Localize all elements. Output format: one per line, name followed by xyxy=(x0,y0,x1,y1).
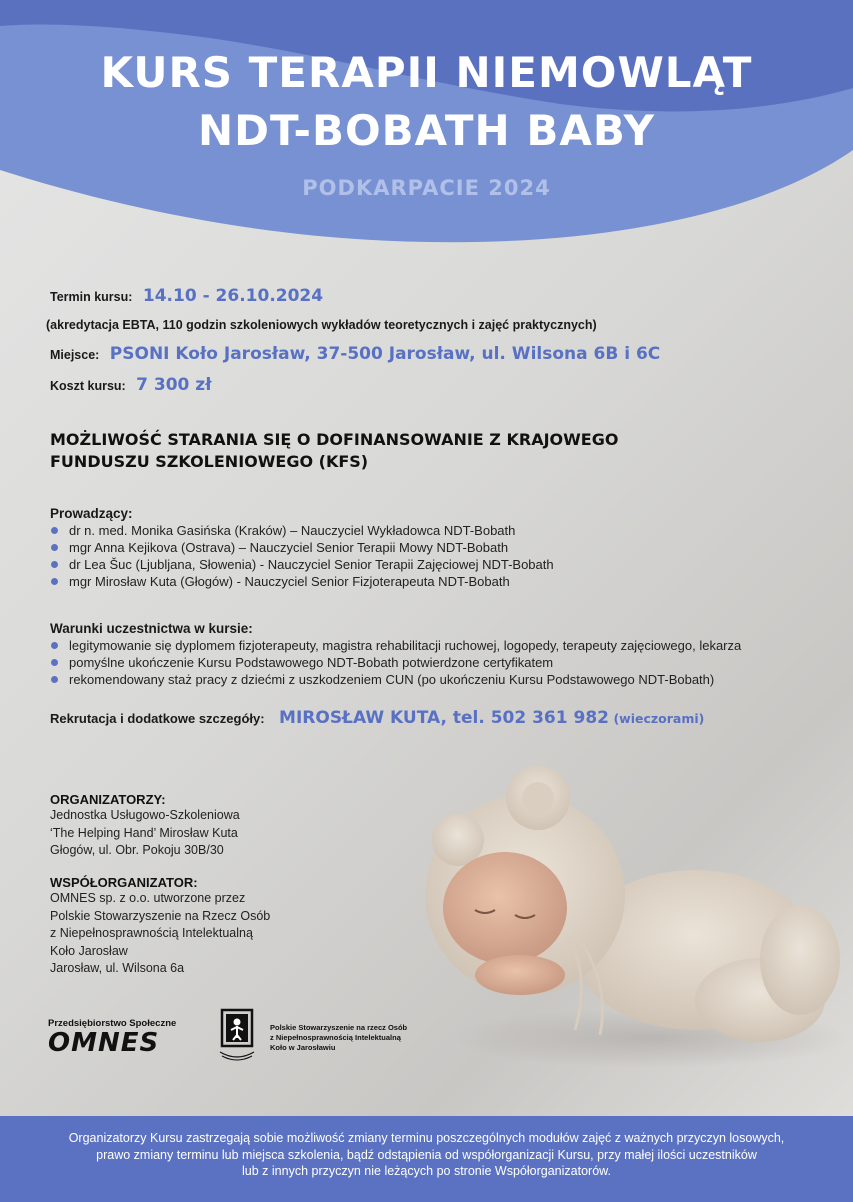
accreditation-note: (akredytacja EBTA, 110 godzin szkoleniowych wykładów teoretycznych i zajęć praktycznych) xyxy=(46,318,597,332)
footer-line: Organizatorzy Kursu zastrzegają sobie możliwość zmiany terminu poszczególnych modułów zajęć z ważnych przyczyn losowych, xyxy=(68,1131,785,1145)
coorganizer-line: Polskie Stowarzyszenie na Rzecz Osób xyxy=(50,908,271,923)
kfs-heading xyxy=(50,429,790,473)
organizer-line: Głogów, ul. Obr. Pokoju 30B/30 xyxy=(50,843,224,857)
course-title-line1: KURS TERAPII NIEMOWLĄT xyxy=(100,48,753,97)
omnes-logo-tagline: Przedsiębiorstwo Społeczne xyxy=(48,1018,177,1029)
recruitment-note: (wieczorami) xyxy=(613,711,705,726)
instructors-title: Prowadzący: xyxy=(50,506,133,521)
coorganizer-line: OMNES sp. z o.o. utworzone przez xyxy=(50,891,246,905)
place-row xyxy=(50,344,660,364)
term-value: 14.10 - 26.10.2024 xyxy=(142,286,324,306)
psoni-logo-text xyxy=(270,1023,407,1053)
psoni-line: z Niepełnosprawnością Intelektualną xyxy=(270,1033,401,1042)
organizer-line: ‘The Helping Hand’ Mirosław Kuta xyxy=(50,825,238,840)
conditions-section xyxy=(50,621,830,688)
organizer-section xyxy=(50,792,240,860)
cost-value: 7 300 zł xyxy=(136,375,212,395)
course-title-line2: NDT-BOBATH BABY xyxy=(198,106,655,155)
coorganizer-line: z Niepełnosprawnością Intelektualną xyxy=(50,926,253,940)
list-item: legitymowanie się dyplomem fizjoterapeuty, magistra rehabilitacji ruchowej, logopedy, terapeuty zajęciowego, lekarza xyxy=(50,637,830,654)
place-label: Miejsce: xyxy=(50,348,100,362)
sleeping-baby-photo xyxy=(420,760,853,1090)
coorganizer-section xyxy=(50,875,270,978)
instructors-list xyxy=(50,522,810,590)
list-item: dr n. med. Monika Gasińska (Kraków) – Nauczyciel Wykładowca NDT-Bobath xyxy=(50,522,810,539)
term-row xyxy=(50,286,323,306)
omnes-logo-name: OMNES xyxy=(48,1028,160,1058)
instructors-section xyxy=(50,506,810,590)
coorganizer-line: Jarosław, ul. Wilsona 6a xyxy=(50,961,185,975)
psoni-line: Koło w Jarosławiu xyxy=(270,1043,336,1052)
conditions-title: Warunki uczestnictwa w kursie: xyxy=(50,621,253,636)
recruitment-row xyxy=(50,708,704,728)
omnes-logo xyxy=(48,1018,176,1058)
kfs-line1: MOŻLIWOŚĆ STARANIA SIĘ O DOFINANSOWANIE Z KRAJOWEGO xyxy=(50,430,619,449)
list-item: dr Lea Šuc (Ljubljana, Słowenia) - Nauczyciel Senior Terapii Zajęciowej NDT-Bobath xyxy=(50,556,810,573)
organizer-line: Jednostka Usługowo-Szkoleniowa xyxy=(50,808,240,822)
recruitment-label: Rekrutacja i dodatkowe szczegóły: xyxy=(50,711,265,726)
cost-label: Koszt kursu: xyxy=(50,379,126,393)
footer-disclaimer xyxy=(0,1116,853,1202)
conditions-list xyxy=(50,637,830,688)
place-value: PSONI Koło Jarosław, 37-500 Jarosław, ul. Wilsona 6B i 6C xyxy=(109,344,661,364)
coorganizer-title: WSPÓŁORGANIZATOR: xyxy=(50,875,198,890)
psoni-emblem-icon xyxy=(216,1008,258,1064)
footer-line: lub z innych przyczyn nie leżących po stronie Współorganizatorów. xyxy=(242,1164,611,1178)
course-subtitle: PODKARPACIE 2024 xyxy=(302,176,551,200)
cost-row xyxy=(50,375,212,395)
term-label: Termin kursu: xyxy=(50,290,133,304)
recruitment-contact: MIROSŁAW KUTA, tel. 502 361 982 xyxy=(279,708,609,728)
footer-line: prawo zmiany terminu lub miejsca szkolenia, bądź odstąpienia od współorganizacji Kursu, przy małej ilości uczestników xyxy=(96,1147,757,1162)
psoni-line: Polskie Stowarzyszenie na rzecz Osób xyxy=(270,1023,408,1032)
list-item: mgr Anna Kejikova (Ostrava) – Nauczyciel Senior Terapii Mowy NDT-Bobath xyxy=(50,539,810,556)
organizer-title: ORGANIZATORZY: xyxy=(50,792,166,807)
coorganizer-line: Koło Jarosław xyxy=(50,943,128,958)
list-item: rekomendowany staż pracy z dziećmi z uszkodzeniem CUN (po ukończeniu Kursu Podstawowego NDT-Bobath) xyxy=(50,671,830,688)
kfs-line2: FUNDUSZU SZKOLENIOWEGO (KFS) xyxy=(50,452,369,471)
list-item: pomyślne ukończenie Kursu Podstawowego NDT-Bobath potwierdzone certyfikatem xyxy=(50,654,830,671)
list-item: mgr Mirosław Kuta (Głogów) - Nauczyciel Senior Fizjoterapeuta NDT-Bobath xyxy=(50,573,810,590)
